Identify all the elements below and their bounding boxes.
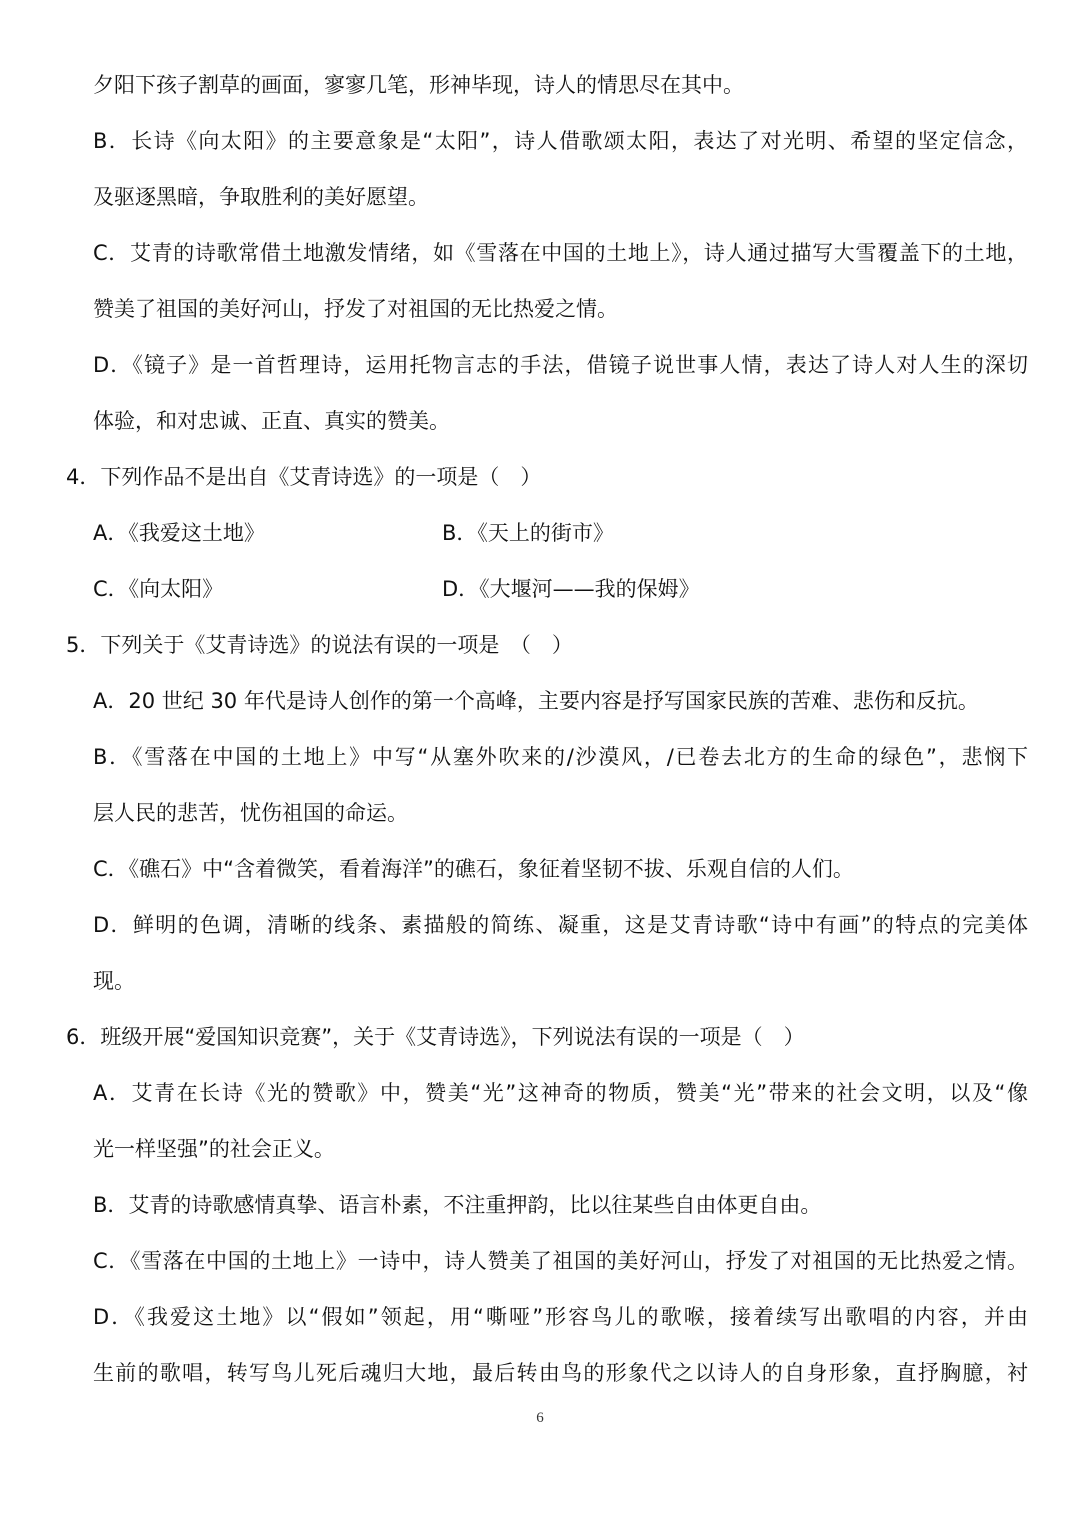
question-5-stem: 5．下列关于《艾青诗选》的说法有误的一项是 （ ） [66, 633, 573, 657]
q3-option-c-line-2: 赞美了祖国的美好河山，抒发了对祖国的无比热爱之情。 [93, 297, 618, 321]
question-4-option-b: B．《天上的街市》 [442, 521, 614, 545]
q3-option-b-line-1: B．长诗《向太阳》的主要意象是“太阳”，诗人借歌颂太阳，表达了对光明、希望的坚定信念， [93, 129, 1028, 153]
q3-option-b-line-2: 及驱逐黑暗，争取胜利的美好愿望。 [93, 185, 429, 209]
text-line: 夕阳下孩子割草的画面，寥寥几笔，形神毕现，诗人的情思尽在其中。 [93, 73, 744, 97]
q3-option-c-line-1: C．艾青的诗歌常借土地激发情绪，如《雪落在中国的土地上》，诗人通过描写大雪覆盖下的土地， [93, 241, 1028, 265]
q3-option-d-line-2: 体验，和对忠诚、正直、真实的赞美。 [93, 409, 450, 433]
question-6-option-a-line-1: A．艾青在长诗《光的赞歌》中，赞美“光”这神奇的物质，赞美“光”带来的社会文明，以及“像 [93, 1081, 1028, 1105]
question-6-option-b: B．艾青的诗歌感情真挚、语言朴素，不注重押韵，比以往某些自由体更自由。 [93, 1193, 822, 1217]
question-5-option-d-line-1: D．鲜明的色调，清晰的线条、素描般的简练、凝重，这是艾青诗歌“诗中有画”的特点的完美体 [93, 913, 1028, 937]
question-6-option-c: C．《雪落在中国的土地上》一诗中，诗人赞美了祖国的美好河山，抒发了对祖国的无比热爱之情。 [93, 1249, 1028, 1273]
page-number: 6 [536, 1410, 544, 1426]
question-4-option-a: A．《我爱这土地》 [93, 521, 265, 545]
question-5-option-b-line-2: 层人民的悲苦，忧伤祖国的命运。 [93, 801, 408, 825]
q3-option-d-line-1: D．《镜子》是一首哲理诗，运用托物言志的手法，借镜子说世事人情，表达了诗人对人生的深切 [93, 353, 1028, 377]
question-4-option-c: C．《向太阳》 [93, 577, 224, 601]
question-6-stem: 6．班级开展“爱国知识竞赛”，关于《艾青诗选》，下列说法有误的一项是（ ） [66, 1025, 805, 1049]
question-5-option-a: A．20 世纪 30 年代是诗人创作的第一个高峰，主要内容是抒写国家民族的苦难、悲伤和反抗。 [93, 689, 979, 713]
question-4-stem: 4．下列作品不是出自《艾青诗选》的一项是（ ） [66, 465, 542, 489]
question-5-option-c: C．《礁石》中“含着微笑，看着海洋”的礁石，象征着坚韧不拔、乐观自信的人们。 [93, 857, 854, 881]
question-5-option-b-line-1: B．《雪落在中国的土地上》中写“从塞外吹来的/沙漠风，/已卷去北方的生命的绿色”，悲悯下 [93, 745, 1028, 769]
question-6-option-a-line-2: 光一样坚强”的社会正义。 [93, 1137, 335, 1161]
question-6-option-d-line-2: 生前的歌唱，转写鸟儿死后魂归大地，最后转由鸟的形象代之以诗人的自身形象，直抒胸臆，衬 [93, 1361, 1028, 1385]
question-5-option-d-line-2: 现。 [93, 969, 135, 993]
question-4-option-d: D．《大堰河——我的保姆》 [442, 577, 700, 601]
question-6-option-d-line-1: D．《我爱这土地》以“假如”领起，用“嘶哑”形容鸟儿的歌喉，接着续写出歌唱的内容，并由 [93, 1305, 1028, 1329]
